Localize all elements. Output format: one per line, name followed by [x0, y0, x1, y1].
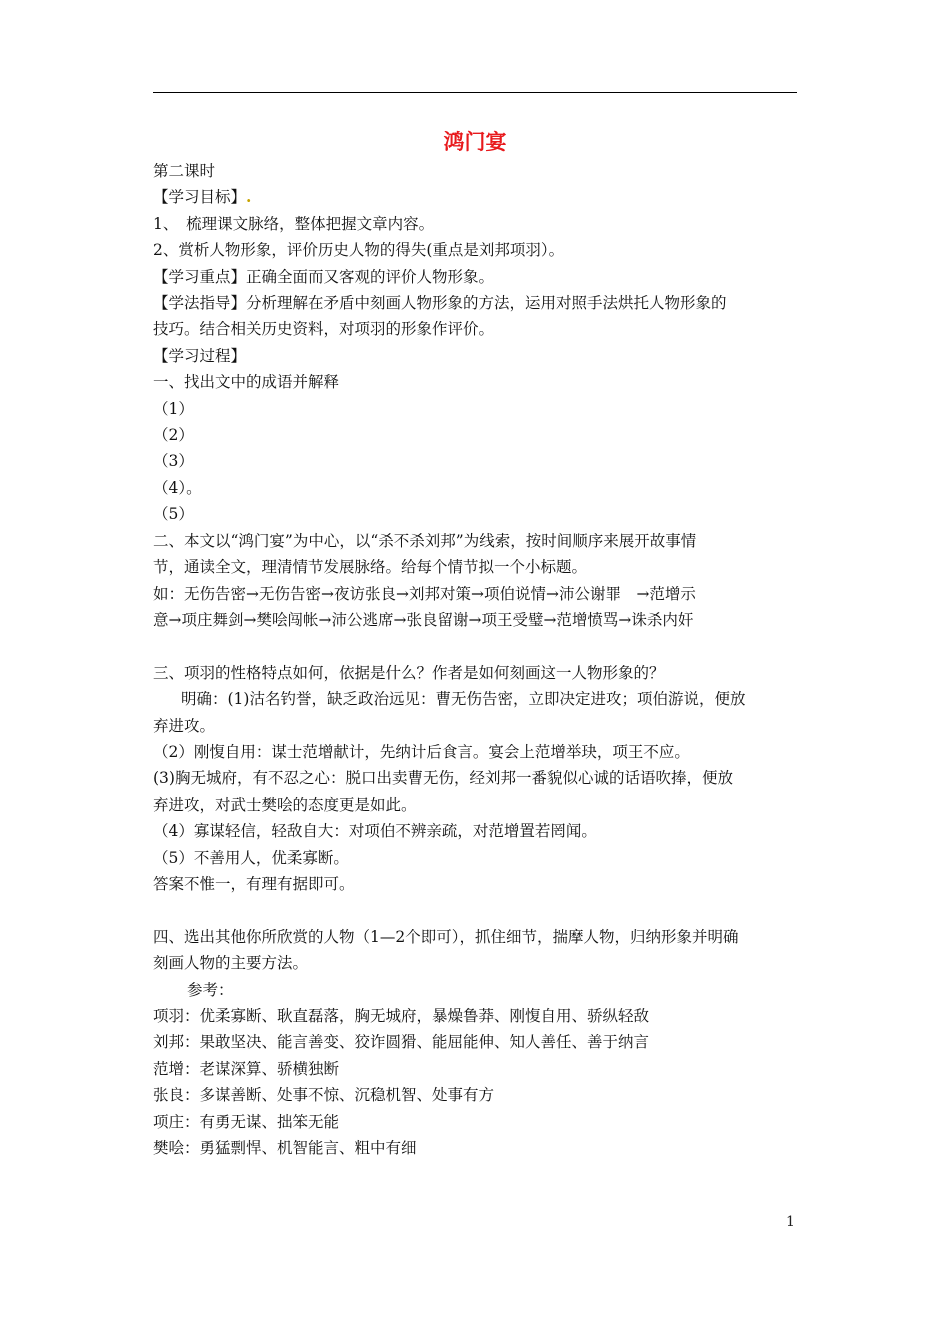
answer-3-note: 答案不惟一，有理有据即可。: [153, 874, 355, 893]
plot-outline-line-2: 意→项庄舞剑→樊哙闯帐→沛公逃席→张良留谢→项王受璧→范增愤骂→诛杀内奸: [153, 610, 694, 629]
blank-line: [153, 633, 797, 659]
answer-3-point-3-line-2: 弃进攻，对武士樊哙的态度更是如此。: [153, 795, 417, 814]
character-xiang-zhuang: 项庄：有勇无谋、拙笨无能: [153, 1112, 340, 1131]
answer-3-point-3-line-1: (3)胸无城府，有不忍之心：脱口出卖曹无伤，经刘邦一番貌似心诚的话语吹捧，便放: [153, 769, 733, 788]
section-heading-process: 【学习过程】: [153, 346, 247, 365]
question-4-line-1: 四、选出其他你所欣赏的人物（1—2个即可），抓住细节，揣摩人物，归纳形象并明确: [153, 927, 739, 946]
character-liu-bang: 刘邦：果敢坚决、能言善变、狡诈圆猾、能屈能伸、知人善任、善于纳言: [153, 1033, 650, 1052]
question-4-line-2: 刻画人物的主要方法。: [153, 954, 309, 973]
page-number: 1: [786, 1214, 795, 1230]
question-3-heading: 三、项羽的性格特点如何，依据是什么？作者是如何刻画这一人物形象的？: [153, 663, 665, 682]
answer-blank-4: （4）。: [153, 478, 202, 497]
answer-blank-5: （5）: [153, 505, 194, 524]
section-focus: 【学习重点】正确全面而又客观的评价人物形象。: [153, 267, 495, 286]
question-2-line-2: 节，通读全文，理清情节发展脉络。给每个情节拟一个小标题。: [153, 558, 588, 577]
section-heading-objectives: 【学习目标】.: [153, 187, 252, 207]
question-2-line-1: 二、本文以“鸿门宴”为中心，以“杀不杀刘邦”为线索，按时间顺序来展开故事情: [153, 531, 697, 550]
section-method-line-2: 技巧。结合相关历史资料，对项羽的形象作评价。: [153, 320, 495, 339]
answer-blank-1: （1）: [153, 399, 194, 418]
lesson-label: 第二课时: [153, 162, 216, 180]
answer-3-line-2: 弃进攻。: [153, 716, 216, 735]
character-fan-zeng: 范增：老谋深算、骄横独断: [153, 1059, 340, 1078]
document-body: [153, 158, 797, 1161]
header-rule: [153, 92, 797, 93]
answer-3-point-2: （2）刚愎自用：谋士范增献计，先纳计后食言。宴会上范增举玦，项王不应。: [153, 742, 690, 761]
character-fan-kuai: 樊哙：勇猛剽悍、机智能言、粗中有细: [153, 1139, 417, 1157]
objective-2: 2、赏析人物形象，评价历史人物的得失(重点是刘邦项羽）。: [153, 241, 565, 260]
objective-1: 1、 梳理课文脉络，整体把握文章内容。: [153, 214, 435, 233]
character-xiang-yu: 项羽：优柔寡断、耿直磊落，胸无城府，暴燥鲁莽、刚愎自用、骄纵轻敌: [153, 1006, 650, 1025]
blank-line: [153, 897, 797, 923]
question-1-heading: 一、找出文中的成语并解释: [153, 373, 340, 392]
section-method-line-1: 【学法指导】分析理解在矛盾中刻画人物形象的方法，运用对照手法烘托人物形象的: [153, 294, 727, 313]
answer-3-point-5: （5）不善用人，优柔寡断。: [153, 848, 349, 867]
answer-3-point-4: （4）寡谋轻信，轻敌自大：对项伯不辨亲疏，对范增置若罔闻。: [153, 822, 597, 841]
answer-3-line-1: 明确：(1)沽名钓誉，缺乏政治远见：曹无伤告密，立即决定进攻；项伯游说，便放: [181, 690, 746, 709]
document-title: 鸿门宴: [443, 130, 507, 154]
answer-blank-2: （2）: [153, 426, 194, 445]
reference-label: 参考：: [187, 980, 234, 999]
character-zhang-liang: 张良：多谋善断、处事不惊、沉稳机智、处事有方: [153, 1086, 495, 1105]
answer-blank-3: （3）: [153, 452, 194, 471]
plot-outline-line-1: 如：无伤告密→无伤告密→夜访张良→刘邦对策→项伯说情→沛公谢罪 →范增示: [153, 584, 696, 603]
